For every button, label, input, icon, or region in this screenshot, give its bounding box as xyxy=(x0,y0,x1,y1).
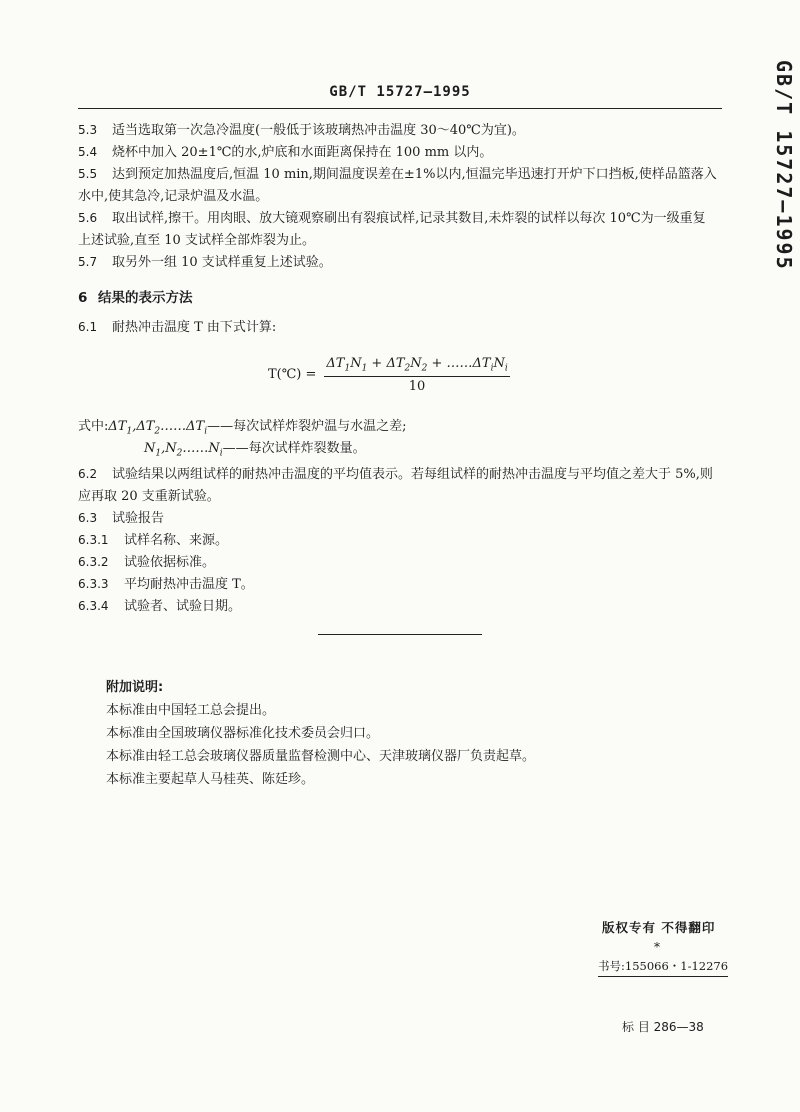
where-desc-1: ——每次试样炸裂炉温与水温之差; xyxy=(207,419,407,434)
clause-6-3-4 xyxy=(78,595,718,618)
clause-6-3-1 xyxy=(78,529,718,552)
clause-number: 6.3 xyxy=(78,511,98,525)
where-desc-2: ——每次试样炸裂数量。 xyxy=(222,441,366,456)
clause-number: 5.3 xyxy=(78,123,98,137)
clause-5-4 xyxy=(78,141,718,164)
formula-denominator: 10 xyxy=(408,378,426,394)
clause-number: 5.6 xyxy=(78,211,98,225)
clause-number: 6.2 xyxy=(78,467,98,481)
side-standard-label: GB/T 15727—1995 xyxy=(772,60,796,271)
section-title: 结果的表示方法 xyxy=(98,290,193,306)
note-line: 本标准由中国轻工总会提出。 xyxy=(106,703,276,718)
clause-number: 6.3.4 xyxy=(78,599,109,613)
clause-5-5 xyxy=(78,163,718,208)
where-line-2 xyxy=(144,438,366,465)
notes-block xyxy=(106,676,535,791)
where-symbols-delta-t: $\Delta T_1,\Delta T_2\dots\dots\Delta T_i$ xyxy=(108,419,208,437)
clause-number: 6.1 xyxy=(78,320,98,334)
clause-number: 6.3.3 xyxy=(78,577,109,591)
clause-text: 烧杯中加入 20±1℃的水,炉底和水面距离保持在 100 mm 以内。 xyxy=(112,145,493,160)
copyright-notice: 版权专有 不得翻印 xyxy=(602,920,716,935)
note-line: 本标准主要起草人马桂英、陈廷珍。 xyxy=(106,772,315,787)
clause-number: 5.5 xyxy=(78,167,98,181)
formula-lhs: T(℃) = xyxy=(268,367,317,383)
clause-6-1 xyxy=(78,316,718,339)
notes-title: 附加说明: xyxy=(106,680,164,695)
note-line: 本标准由全国玻璃仪器标准化技术委员会归口。 xyxy=(106,726,380,741)
where-prefix: 式中: xyxy=(78,419,109,434)
clause-text: 达到预定加热温度后,恒温 10 min,期间温度误差在±1%以内,恒温完毕迅速打开炉下口挡板,使样品篮落入水中,使其急冷,记录炉温及水温。 xyxy=(78,167,717,204)
clause-text: 取出试样,擦干。用肉眼、放大镜观察刷出有裂痕试样,记录其数目,未炸裂的试样以每次 10℃为一级重复上述试验,直至 10 支试样全部炸裂为止。 xyxy=(78,211,706,248)
star-mark: * xyxy=(654,940,660,954)
page-header: GB/T 15727—1995 xyxy=(329,84,471,100)
clause-6-3 xyxy=(78,507,718,530)
clause-5-7 xyxy=(78,251,718,274)
header-rule xyxy=(78,108,722,109)
clause-6-3-2 xyxy=(78,551,718,574)
clause-text: 耐热冲击温度 T 由下式计算: xyxy=(112,320,277,335)
clause-number: 6.3.2 xyxy=(78,555,109,569)
clause-text: 试验结果以两组试样的耐热冲击温度的平均值表示。若每组试样的耐热冲击温度与平均值之差大于 5%,则应再取 20 支重新试验。 xyxy=(78,467,713,504)
clause-text: 适当选取第一次急冷温度(一般低于该玻璃热冲击温度 30～40℃为宜)。 xyxy=(112,123,525,138)
clause-text: 试验依据标准。 xyxy=(124,555,216,570)
formula-numerator: $\Delta T_1N_1 + \Delta T_2N_2$ + $\dots\dots\Delta T_iN_i$ xyxy=(324,356,509,377)
clause-text: 平均耐热冲击温度 T。 xyxy=(124,577,254,592)
clause-5-6 xyxy=(78,207,718,252)
clause-number: 5.4 xyxy=(78,145,98,159)
section-number: 6 xyxy=(78,290,88,306)
clause-6-2 xyxy=(78,463,718,508)
formula-heat-shock-temperature xyxy=(268,356,510,394)
clause-text: 试验报告 xyxy=(112,511,165,526)
end-rule xyxy=(318,634,482,635)
clause-number: 6.3.1 xyxy=(78,533,109,547)
where-symbols-n: $N_1,N_2\dots\dots N_i$ xyxy=(144,441,223,459)
clause-text: 试样名称、来源。 xyxy=(124,533,229,548)
clause-text: 试验者、试验日期。 xyxy=(124,599,242,614)
clause-6-3-3 xyxy=(78,573,718,596)
book-number: 书号:155066・1-12276 xyxy=(598,958,728,977)
note-line: 本标准由轻工总会玻璃仪器质量监督检测中心、天津玻璃仪器厂负责起草。 xyxy=(106,749,536,764)
clause-5-3 xyxy=(78,119,718,142)
clause-text: 取另外一组 10 支试样重复上述试验。 xyxy=(112,255,332,270)
section-6-heading xyxy=(78,286,193,306)
formula-fraction xyxy=(324,356,509,394)
clause-number: 5.7 xyxy=(78,255,98,269)
catalog-number: 标 目 286—38 xyxy=(622,1020,704,1034)
